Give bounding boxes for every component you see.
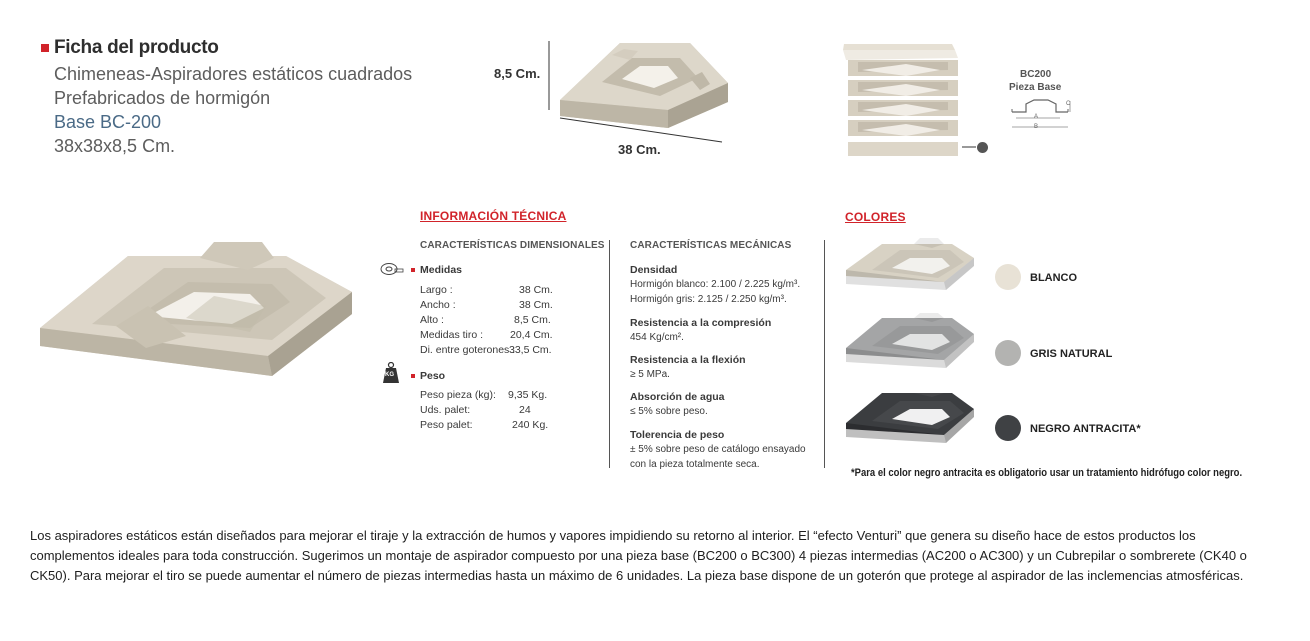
medidas-bullet [411, 268, 415, 272]
width-dimension-label: 38 Cm. [618, 142, 661, 157]
medida-row-label: Medidas tiro : [420, 329, 484, 341]
chimney-assembly-image [840, 40, 980, 160]
color-swatch-grey [995, 340, 1021, 366]
medida-row-value: 33,5 Cm. [509, 344, 552, 356]
density-grey: Hormigón gris: 2.125 / 2.250 kg/m³. [630, 294, 787, 305]
black-color-note: *Para el color negro antracita es obligatorio usar un tratamiento hidrófugo color negro. [851, 467, 1243, 479]
product-material: Prefabricados de hormigón [54, 88, 271, 108]
product-white-image [844, 236, 976, 290]
page-title: Ficha del producto [54, 37, 219, 58]
medida-row-label: Largo : [420, 284, 453, 296]
profile-label-a: A [1034, 114, 1039, 120]
product-size: 38x38x8,5 Cm. [54, 136, 176, 156]
tolerance-title: Tolerencia de peso [630, 429, 725, 441]
compression-value: 454 Kg/cm². [630, 332, 684, 343]
tolerance-line-2: con la pieza totalmente seca. [630, 459, 760, 470]
peso-row-label: Peso palet: [420, 419, 473, 431]
product-model: Base BC-200 [54, 112, 162, 132]
product-family: Chimeneas-Aspiradores estáticos cuadrados [54, 64, 413, 84]
density-white: Hormigón blanco: 2.100 / 2.225 kg/m³. [630, 279, 801, 290]
color-swatch-black [995, 415, 1021, 441]
color-swatch-white [995, 264, 1021, 290]
absorption-title: Absorción de agua [630, 391, 725, 403]
height-dimension-label: 8,5 Cm. [494, 66, 541, 81]
medida-row-label: Ancho : [420, 299, 456, 311]
product-description: Los aspiradores estáticos están diseñados para mejorar el tiraje y la extracción de humos y vapores impidiendo su retorno al interior. El “efecto Venturi” que genera su diseño hace de estos productos los complementos ideales para toda construcción. Sugerimos un montaje de aspirador compuesto por una pieza base (BC200 o BC300) 4 piezas intermedias (AC200 o AC300) y un Cubrepilar o sombrerete (CK40 o CK50). Para mejorar el tiro se puede aumentar el número de piezas intermedias hasta un máximo de 6 unidades. La pieza base dispone de un goterón que protege al aspirador de las inclemencias atmosféricas. [30, 528, 1247, 583]
medidas-title: Medidas [420, 264, 463, 276]
peso-row-label: Peso pieza (kg): [420, 389, 496, 401]
tolerance-line-1: ± 5% sobre peso de catálogo ensayado [630, 444, 806, 455]
divider [609, 240, 610, 468]
medida-row-value: 38 Cm. [519, 284, 553, 296]
main-product-image [36, 236, 356, 382]
flexion-title: Resistencia a la flexión [630, 354, 746, 366]
base-profile-drawing [1008, 96, 1074, 136]
medida-row-value: 8,5 Cm. [514, 314, 551, 326]
color-name-grey: GRIS NATURAL [1030, 348, 1113, 360]
peso-row-label: Uds. palet: [420, 404, 471, 416]
color-name-white: BLANCO [1030, 272, 1078, 284]
colors-title: COLORES [845, 210, 906, 224]
divider [824, 240, 825, 468]
mechanical-title: CARACTERÍSTICAS MECÁNICAS [630, 240, 792, 251]
compression-title: Resistencia a la compresión [630, 317, 772, 329]
title-bullet [41, 44, 49, 52]
medida-row-label: Di. entre goterones : [420, 344, 516, 356]
assembly-piece-label: Pieza Base [1009, 82, 1062, 93]
peso-row-value: 24 [519, 404, 531, 416]
peso-bullet [411, 374, 415, 378]
weight-icon-text: KG [385, 372, 394, 378]
medida-row-label: Alto : [420, 314, 444, 326]
base-piece-marker [977, 142, 988, 153]
tape-measure-icon [380, 262, 404, 276]
density-title: Densidad [630, 264, 678, 276]
peso-title: Peso [420, 370, 446, 382]
profile-label-b: B [1034, 124, 1039, 130]
dimensional-title: CARACTERÍSTICAS DIMENSIONALES [420, 240, 605, 251]
medida-row-value: 20,4 Cm. [510, 329, 553, 341]
product-dimension-drawing [540, 38, 740, 150]
peso-row-value: 9,35 Kg. [508, 389, 548, 401]
assembly-model-label: BC200 [1020, 69, 1052, 80]
product-black-image [844, 387, 976, 445]
color-name-black: NEGRO ANTRACITA* [1030, 423, 1141, 435]
product-grey-image [844, 312, 976, 370]
medida-row-value: 38 Cm. [519, 299, 553, 311]
profile-label-c: C [1066, 101, 1071, 107]
flexion-value: ≥ 5 MPa. [630, 369, 670, 380]
peso-row-value: 240 Kg. [512, 419, 549, 431]
absorption-value: ≤ 5% sobre peso. [630, 406, 708, 417]
tech-info-title: INFORMACIÓN TÉCNICA [420, 209, 567, 223]
